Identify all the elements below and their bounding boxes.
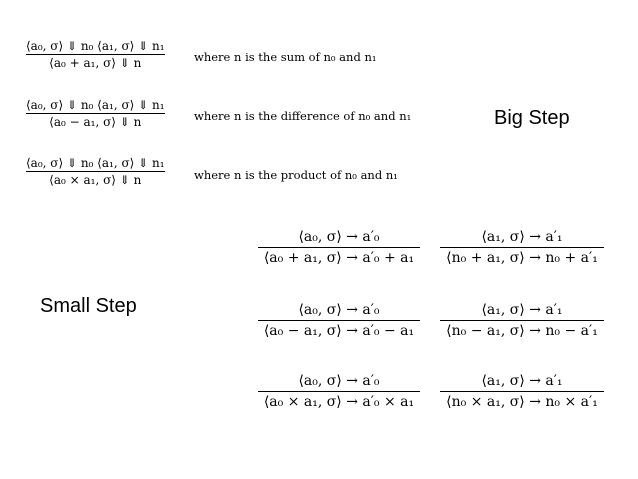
rule-premise: ⟨a₀, σ⟩ ⇓ n₀ ⟨a₁, σ⟩ ⇓ n₁ bbox=[26, 98, 165, 112]
big-step-heading: Big Step bbox=[494, 107, 570, 129]
rule-conclusion: ⟨a₀ × a₁, σ⟩ → a′₀ × a₁ bbox=[263, 394, 415, 410]
rule-conclusion: ⟨n₀ − a₁, σ⟩ → n₀ − a′₁ bbox=[446, 323, 598, 339]
big-step-rule-sum bbox=[26, 38, 165, 71]
small-step-rule-difference-right bbox=[440, 301, 604, 340]
rule-premise: ⟨a₁, σ⟩ → a′₁ bbox=[481, 229, 563, 245]
small-step-rule-sum-right bbox=[440, 228, 604, 267]
small-step-rule-product-left bbox=[258, 372, 420, 411]
rule-premise: ⟨a₁, σ⟩ → a′₁ bbox=[481, 302, 563, 318]
inference-line bbox=[258, 247, 420, 248]
rule-premise: ⟨a₀, σ⟩ → a′₀ bbox=[298, 229, 380, 245]
inference-line bbox=[440, 320, 604, 321]
rule-conclusion: ⟨a₀ − a₁, σ⟩ ⇓ n bbox=[49, 115, 142, 129]
rule-premise: ⟨a₀, σ⟩ → a′₀ bbox=[298, 302, 380, 318]
inference-line bbox=[440, 391, 604, 392]
small-step-rule-sum-left bbox=[258, 228, 420, 267]
rule-conclusion: ⟨a₀ + a₁, σ⟩ → a′₀ + a₁ bbox=[263, 250, 415, 266]
small-step-heading: Small Step bbox=[40, 295, 137, 317]
big-step-rule-difference bbox=[26, 97, 165, 130]
rule-side-condition: where n is the difference of n₀ and n₁ bbox=[194, 109, 412, 123]
small-step-rule-difference-left bbox=[258, 301, 420, 340]
rule-premise: ⟨a₀, σ⟩ ⇓ n₀ ⟨a₁, σ⟩ ⇓ n₁ bbox=[26, 156, 165, 170]
rule-conclusion: ⟨n₀ + a₁, σ⟩ → n₀ + a′₁ bbox=[446, 250, 598, 266]
rule-premise: ⟨a₀, σ⟩ → a′₀ bbox=[298, 373, 380, 389]
rule-premise: ⟨a₀, σ⟩ ⇓ n₀ ⟨a₁, σ⟩ ⇓ n₁ bbox=[26, 39, 165, 53]
rule-conclusion: ⟨a₀ + a₁, σ⟩ ⇓ n bbox=[49, 56, 142, 70]
rule-conclusion: ⟨a₀ × a₁, σ⟩ ⇓ n bbox=[49, 173, 142, 187]
big-step-rule-product bbox=[26, 155, 165, 188]
small-step-rule-product-right bbox=[440, 372, 604, 411]
rule-premise: ⟨a₁, σ⟩ → a′₁ bbox=[481, 373, 563, 389]
rule-side-condition: where n is the sum of n₀ and n₁ bbox=[194, 50, 377, 64]
rule-side-condition: where n is the product of n₀ and n₁ bbox=[194, 168, 398, 182]
inference-line bbox=[258, 320, 420, 321]
rule-conclusion: ⟨a₀ − a₁, σ⟩ → a′₀ − a₁ bbox=[263, 323, 415, 339]
rule-conclusion: ⟨n₀ × a₁, σ⟩ → n₀ × a′₁ bbox=[446, 394, 598, 410]
inference-line bbox=[440, 247, 604, 248]
inference-line bbox=[258, 391, 420, 392]
